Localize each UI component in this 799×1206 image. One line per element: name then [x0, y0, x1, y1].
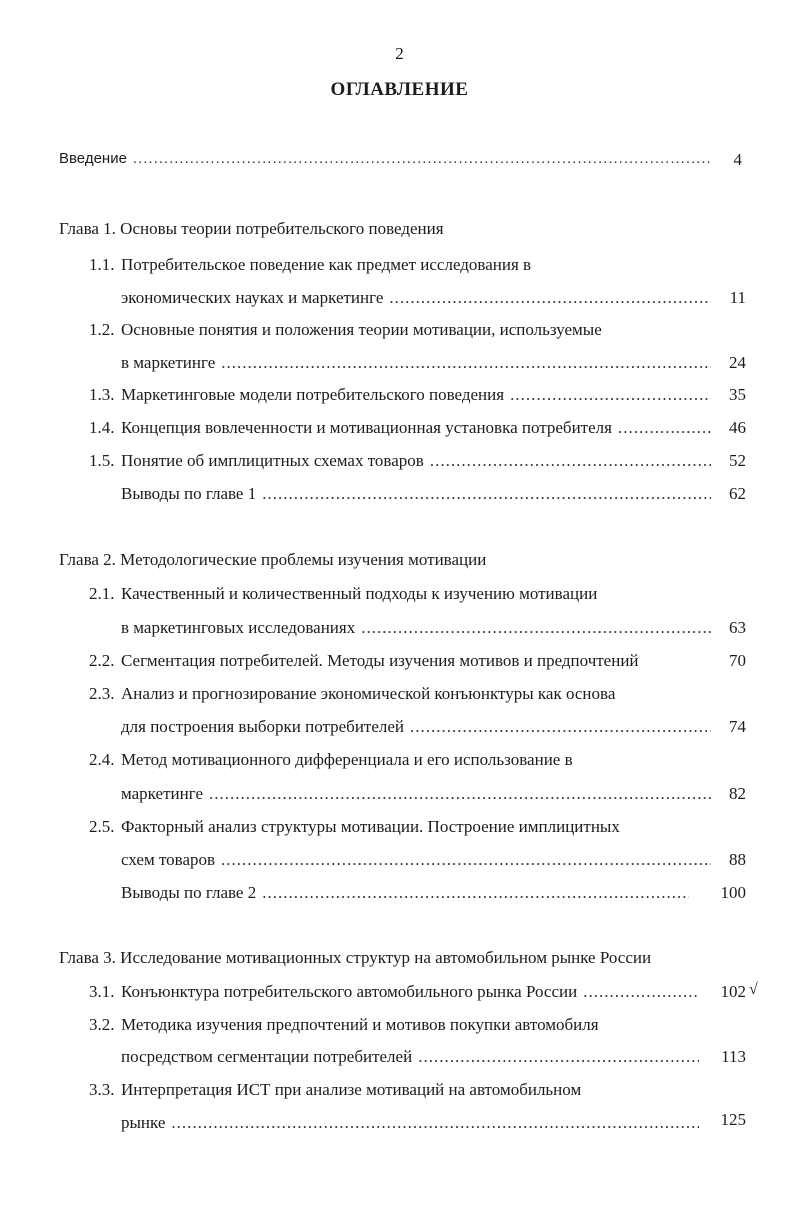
leader-dots: [262, 883, 689, 903]
leader-dots: [618, 418, 711, 438]
toc-entry-page: 52: [729, 451, 746, 470]
toc-entry-page: 11: [729, 288, 746, 307]
leader-dots: [133, 150, 711, 167]
toc-entry-title-cont: рынке: [121, 1113, 166, 1132]
toc-entry-line: [121, 385, 711, 405]
toc-entry-line: [121, 418, 711, 438]
toc-entry-number: 2.3.: [89, 684, 115, 703]
toc-entry-number: 2.2.: [89, 651, 115, 670]
leader-dots: [510, 385, 711, 405]
chapter-heading: Глава 1. Основы теории потребительского поведения: [59, 219, 444, 238]
toc-entry-title: Потребительское поведение как предмет исследования в: [121, 255, 532, 274]
leader-dots: [418, 1047, 699, 1067]
toc-entry-number: 1.2.: [89, 320, 115, 339]
toc-entry-title-cont: в маркетинговых исследованиях: [121, 618, 356, 637]
toc-entry-title: Анализ и прогнозирование экономической конъюнктуры как основа: [121, 684, 616, 703]
toc-intro-label: Введение: [59, 150, 127, 167]
toc-entry-title: Маркетинговые модели потребительского поведения: [121, 385, 505, 404]
toc-entry-title: Факторный анализ структуры мотивации. Построение имплицитных: [121, 817, 620, 836]
toc-entry-number: 1.5.: [89, 451, 115, 470]
toc-entry-number: 3.2.: [89, 1015, 115, 1034]
toc-entry-number: 1.1.: [89, 255, 115, 274]
leader-dots: [430, 451, 711, 471]
toc-entry-title: Концепция вовлеченности и мотивационная установка потребителя: [121, 418, 612, 437]
toc-entry-title: Качественный и количественный подходы к изучению мотивации: [121, 584, 598, 603]
chapter-heading: Глава 3. Исследование мотивационных структур на автомобильном рынке России: [59, 948, 652, 967]
page-title: ОГЛАВЛЕНИЕ: [330, 79, 469, 100]
toc-entry-page: 125: [720, 1110, 746, 1129]
leader-dots: [410, 717, 711, 737]
toc-entry-continuation: [121, 353, 711, 373]
toc-entry-title: Понятие об имплицитных схемах товаров: [121, 451, 424, 470]
toc-entry-page: 100: [720, 883, 746, 902]
toc-entry-line: [121, 982, 699, 1002]
conclusion-label: Выводы по главе 2: [121, 883, 257, 902]
leader-dots: [209, 784, 711, 804]
toc-entry-number: 2.5.: [89, 817, 115, 836]
toc-entry-title: Методика изучения предпочтений и мотивов покупки автомобиля: [121, 1015, 599, 1034]
toc-entry-title: Сегментация потребителей. Методы изучения мотивов и предпочтений: [121, 651, 639, 670]
leader-dots: [361, 618, 711, 638]
toc-entry-page: 35: [729, 385, 746, 404]
toc-entry-number: 1.3.: [89, 385, 115, 404]
toc-intro-page: 4: [733, 150, 742, 169]
leader-dots: [583, 982, 699, 1002]
leader-dots: [389, 288, 711, 308]
toc-entry-number: 2.1.: [89, 584, 115, 603]
toc-entry-continuation: [121, 850, 711, 870]
chapter-heading: Глава 2. Методологические проблемы изучения мотивации: [59, 550, 487, 569]
page-number: 2: [395, 44, 404, 63]
toc-entry-page: 70: [729, 651, 746, 670]
toc-entry-continuation: [121, 1047, 699, 1067]
toc-chapter-conclusion: [121, 883, 689, 903]
toc-entry-continuation: [121, 1113, 699, 1133]
toc-entry-title-cont: для построения выборки потребителей: [121, 717, 405, 736]
toc-entry-title-cont: экономических науках и маркетинге: [121, 288, 384, 307]
toc-entry-title-cont: посредством сегментации потребителей: [121, 1047, 413, 1066]
toc-entry-continuation: [121, 288, 711, 308]
leader-dots: [221, 353, 711, 373]
toc-entry-title-cont: схем товаров: [121, 850, 216, 869]
toc-entry-number: 3.3.: [89, 1080, 115, 1099]
toc-entry-page: 102: [720, 982, 746, 1001]
toc-entry-title: Метод мотивационного дифференциала и его использование в: [121, 750, 573, 769]
leader-dots: [171, 1113, 699, 1133]
toc-entry-title: Интерпретация ИСТ при анализе мотиваций на автомобильном: [121, 1080, 582, 1099]
toc-entry-title-cont: в маркетинге: [121, 353, 216, 372]
toc-entry-number: 1.4.: [89, 418, 115, 437]
toc-entry-page: 113: [721, 1047, 746, 1066]
conclusion-label: Выводы по главе 1: [121, 484, 257, 503]
toc-entry-page: 82: [729, 784, 746, 803]
leader-dots: [262, 484, 711, 504]
toc-entry-number: 3.1.: [89, 982, 115, 1001]
toc-entry-line: [121, 451, 711, 471]
toc-entry-continuation: [121, 618, 711, 638]
toc-entry-continuation: [121, 784, 711, 804]
toc-entry-number: 2.4.: [89, 750, 115, 769]
toc-entry-page: 74: [729, 717, 746, 736]
toc-entry-title-cont: маркетинге: [121, 784, 203, 803]
toc-entry-page: 24: [729, 353, 746, 372]
toc-entry-page: 62: [729, 484, 746, 503]
toc-entry-title: Основные понятия и положения теории мотивации, используемые: [121, 320, 602, 339]
toc-entry-page: 88: [729, 850, 746, 869]
toc-entry-page: 46: [729, 418, 746, 437]
toc-chapter-conclusion: [121, 484, 711, 504]
handwritten-check-mark: √: [749, 981, 758, 998]
toc-entry-title: Конъюнктура потребительского автомобильного рынка России: [121, 982, 578, 1001]
toc-entry-continuation: [121, 717, 711, 737]
toc-entry-page: 63: [729, 618, 746, 637]
toc-entry-intro: [59, 150, 711, 167]
leader-dots: [221, 850, 711, 870]
